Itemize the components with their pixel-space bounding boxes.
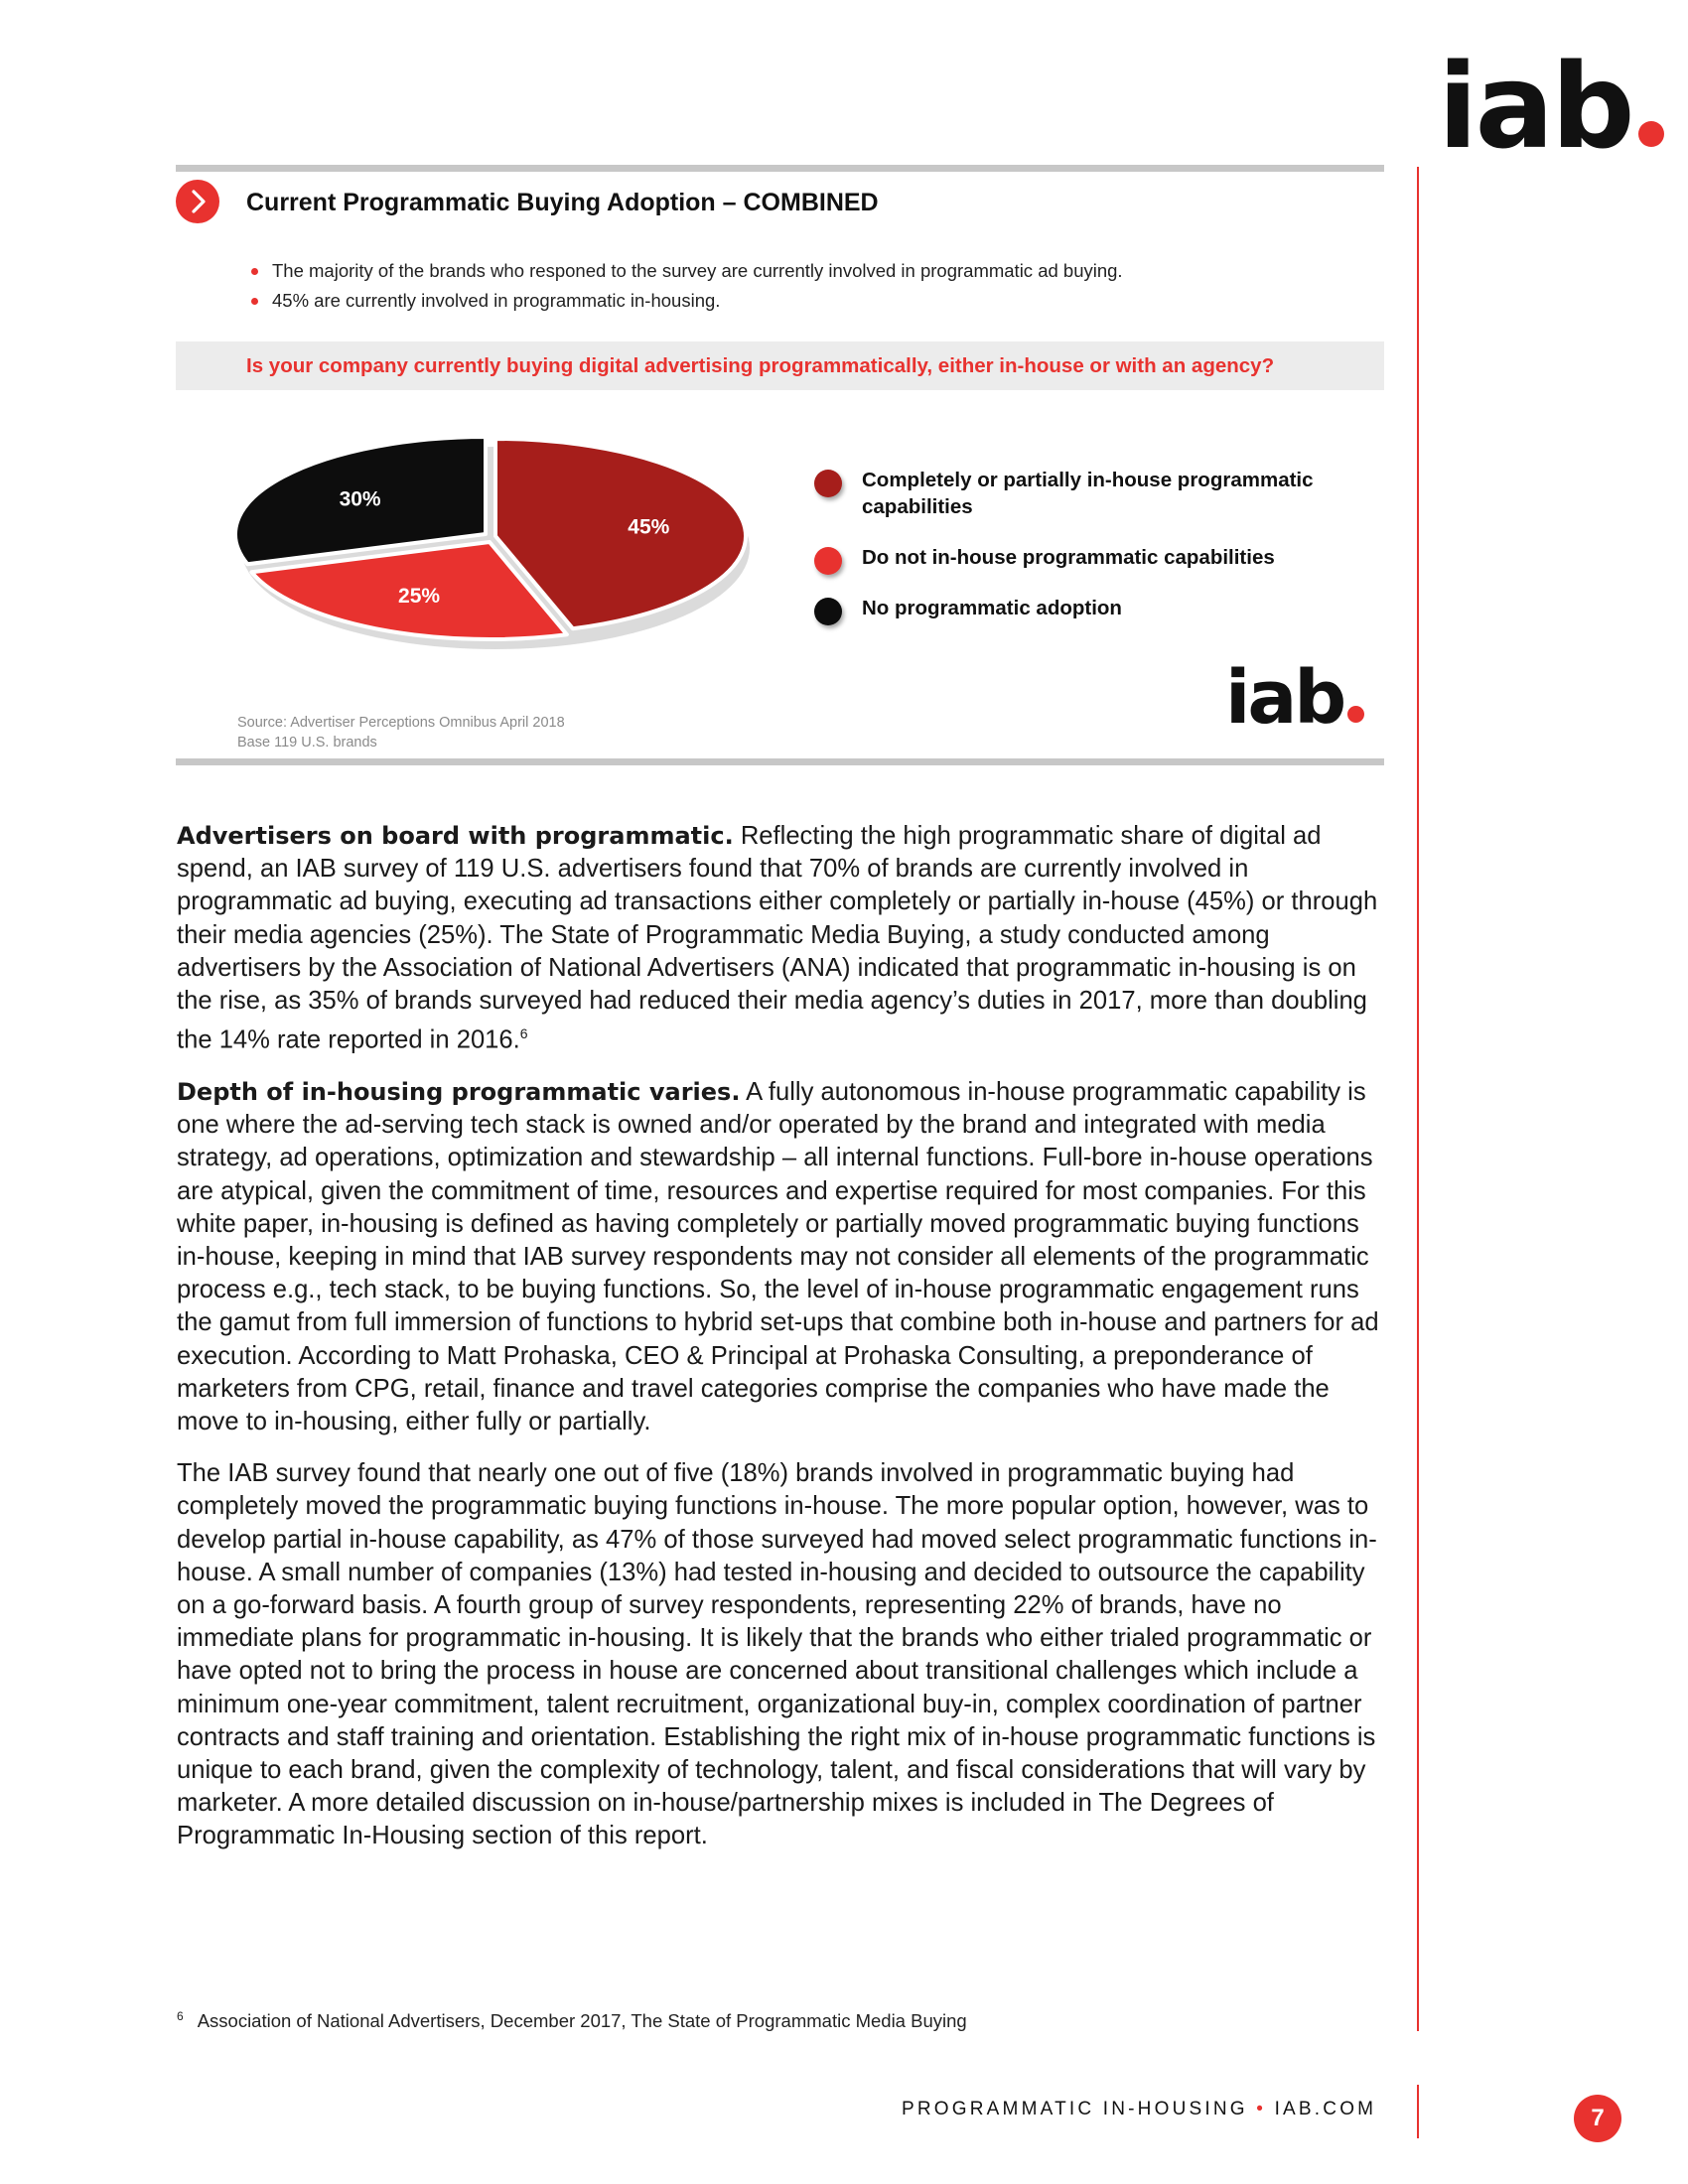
- right-divider-line: [1417, 167, 1419, 2031]
- footnote: [177, 2009, 967, 2032]
- paragraph-text: A fully autonomous in-house programmatic capability is one where the ad-serving tech stack is owned and/or operated by the brand and integrated with media strategy, ad operations, optimization and stewardship – all internal functions. Full-bore in-house operations are atypical, given the commitment of time, resources and expertise required for most companies. For this white paper, in-housing is defined as having completely or partially moved programmatic buying functions in-house, keeping in mind that IAB survey respondents may not consider all elements of the programmatic process e.g., tech stack, to be buying functions. So, the level of in-house programmatic engagement runs the gamut from full immersion of functions to hybrid set-ups that combine both in-house and partners for ad execution. According to Matt Prohaska, CEO & Principal at Prohaska Consulting, a preponderance of marketers from CPG, retail, finance and travel categories comprise the companies who have made the move to in-housing, either fully or partially.: [177, 1077, 1379, 1435]
- footer-right: IAB.COM: [1274, 2099, 1377, 2119]
- paragraph-lead: Depth of in-housing programmatic varies.: [177, 1077, 741, 1106]
- legend-label: Do not in-house programmatic capabilities: [862, 546, 1275, 569]
- paragraph: [177, 1457, 1388, 1852]
- chevron-right-icon: [176, 180, 219, 223]
- legend-swatch: [814, 598, 842, 625]
- paragraph-text: The IAB survey found that nearly one out of five (18%) brands involved in programmatic buying had completely moved the programmatic buying functions in-house. The more popular option, however, was to develop partial in-house capability, as 47% of those surveyed had moved select programmatic functions in-house. A small number of companies (13%) had tested in-housing and decided to outsource the capability on a go-forward basis. A fourth group of survey respondents, representing 22% of brands, have no immediate plans for programmatic in-housing. It is likely that the brands who either trialed programmatic or have opted not to bring the process in house are concerned about transitional challenges which include a minimum one-year commitment, talent recruitment, organizational buy-in, complex coordination of partner contracts and staff training and orientation. Establishing the right mix of in-house programmatic functions is unique to each brand, given the complexity of technology, talent, and fiscal considerations that will vary by marketer. A more detailed discussion on in-house/partnership mixes is included in The Degrees of Programmatic In-Housing section of this report.: [177, 1459, 1377, 1850]
- pie-slice-label: 30%: [339, 487, 381, 511]
- iab-logo-small: [1225, 655, 1364, 741]
- footer-left: PROGRAMMATIC IN-HOUSING: [902, 2099, 1248, 2119]
- paragraph: [177, 820, 1388, 1057]
- survey-question: Is your company currently buying digital advertising programmatically, either in-house or with an agency?: [176, 341, 1384, 390]
- pie-slice-label: 25%: [398, 585, 441, 609]
- footnote-text: Association of National Advertisers, December 2017, The State of Programmatic Media Buying: [197, 2010, 967, 2032]
- paragraph-lead: Advertisers on board with programmatic.: [177, 822, 734, 850]
- footnote-ref: 6: [519, 1025, 528, 1042]
- logo-dot-icon: [1347, 706, 1364, 723]
- pie-chart: [223, 425, 779, 663]
- footer-divider-line: [1417, 2085, 1419, 2138]
- legend-item: [814, 544, 1390, 571]
- legend-label: Completely or partially in-house programmatic capabilities: [862, 469, 1314, 518]
- legend-label: No programmatic adoption: [862, 597, 1122, 619]
- panel-title: Current Programmatic Buying Adoption – COMBINED: [246, 189, 879, 216]
- legend-swatch: [814, 470, 842, 497]
- chart-source: [237, 713, 565, 752]
- bullet-item: 45% are currently involved in programmatic in-housing.: [250, 286, 1123, 316]
- page-number: 7: [1574, 2095, 1621, 2142]
- panel-top-rule: [176, 165, 1384, 172]
- legend-item: [814, 595, 1390, 621]
- footer-separator: •: [1256, 2099, 1267, 2119]
- legend-item: [814, 467, 1390, 520]
- footnote-number: 6: [177, 2009, 184, 2023]
- body-text: [177, 820, 1388, 1872]
- footer-running-title: [902, 2099, 1376, 2120]
- logo-dot-icon: [1638, 121, 1664, 147]
- panel-bottom-rule: [176, 758, 1384, 765]
- pie-slice-label: 45%: [628, 515, 670, 539]
- iab-logo: [1438, 38, 1664, 175]
- base-line: Base 119 U.S. brands: [237, 735, 377, 751]
- iab-logo-text: iab: [1225, 655, 1344, 741]
- iab-logo-text: iab: [1438, 38, 1632, 175]
- source-line: Source: Advertiser Perceptions Omnibus April 2018: [237, 715, 565, 731]
- paragraph-text: Reflecting the high programmatic share of digital ad spend, an IAB survey of 119 U.S. advertisers found that 70% of brands are currently involved in programmatic ad buying, executing ad transactions either completely or partially in-house (45%) or through their media agencies (25%). The State of Programmatic Media Buying, a study conducted among advertisers by the Association of National Advertisers (ANA) indicated that programmatic in-housing is on the rise, as 35% of brands surveyed had reduced their media agency’s duties in 2017, more than doubling the 14% rate reported in 2016.: [177, 822, 1378, 1054]
- legend-swatch: [814, 547, 842, 575]
- bullet-item: The majority of the brands who responed to the survey are currently involved in programmatic ad buying.: [250, 256, 1123, 286]
- chart-legend: [814, 467, 1390, 645]
- paragraph: [177, 1076, 1388, 1438]
- panel-bullet-list: [250, 256, 1123, 316]
